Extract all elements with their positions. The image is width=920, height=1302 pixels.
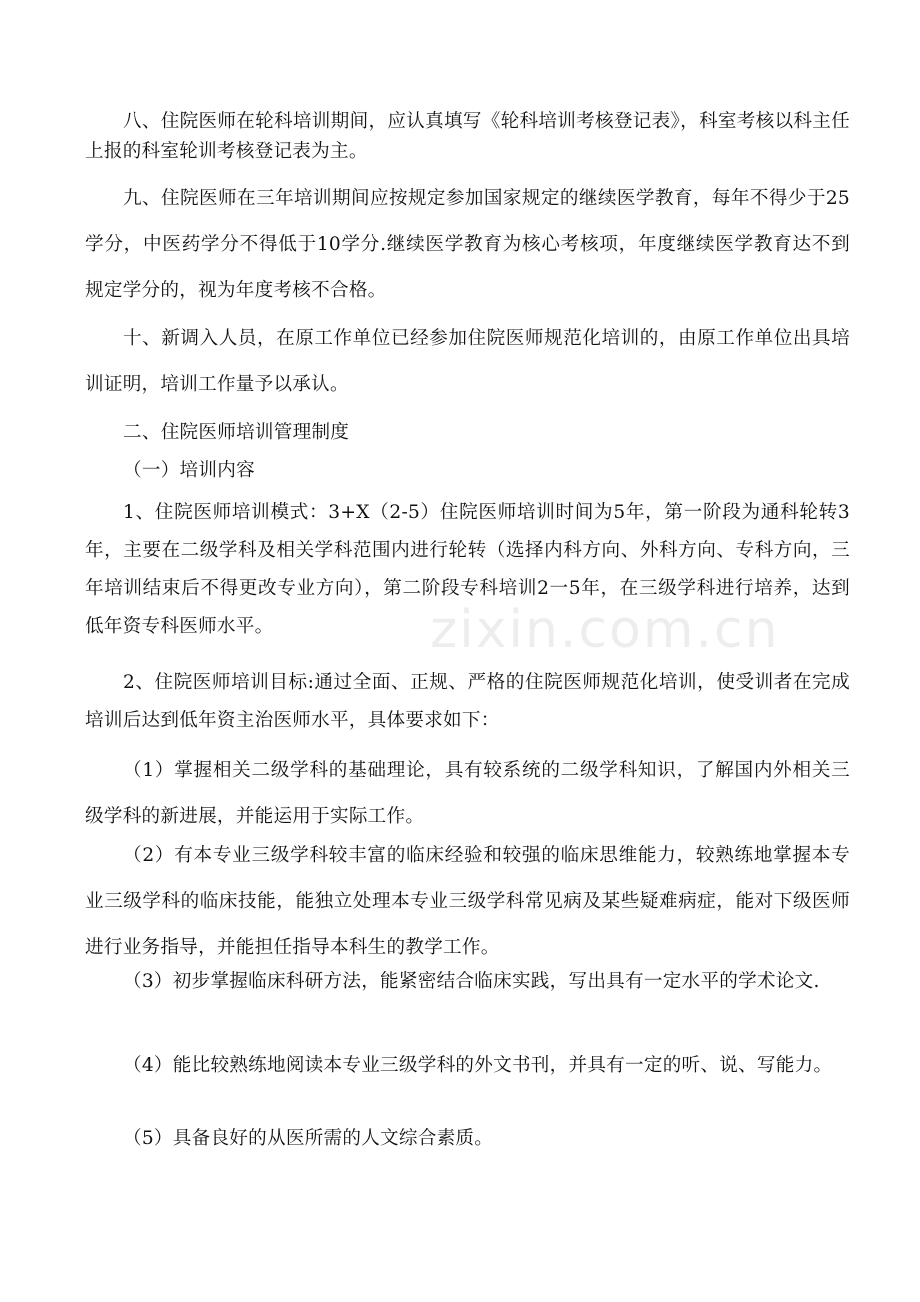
requirement-item-1: （1）掌握相关二级学科的基础理论，具有较系统的二级学科知识，了解国内外相关三级学科的新进展，并能运用于实际工作。 (85, 760, 850, 827)
paragraph-10-transfer-staff: 十、新调入人员，在原工作单位已经参加住院医师规范化培训的，由原工作单位出具培训证明，培训工作量予以承认。 (85, 328, 850, 395)
paragraph-8-logbook: 八、住院医师在轮科培训期间，应认真填写《轮科培训考核登记表》，科室考核以科主任上报的科室轮训考核登记表为主。 (85, 111, 850, 162)
paragraph-training-goal: 2、住院医师培训目标:通过全面、正规、严格的住院医师规范化培训，使受训者在完成培训后达到低年资主治医师水平，具体要求如下： (85, 672, 850, 731)
section-heading-training-management: 二、住院医师培训管理制度 (123, 422, 350, 443)
site-watermark: zixin.com.cn (430, 600, 780, 660)
paragraph-9-continuing-education: 九、住院医师在三年培训期间应按规定参加国家规定的继续医学教育，每年不得少于25学分，中医药学分不得低于10学分.继续医学教育为核心考核项，年度继续医学教育达不到规定学分的，视为年度考核不合格。 (85, 188, 850, 301)
requirement-item-2: （2）有本专业三级学科较丰富的临床经验和较强的临床思维能力，较熟练地掌握本专业三级学科的临床技能，能独立处理本专业三级学科常见病及某些疑难病症，能对下级医师进行业务指导，并能担任指导本科生的教学工作。 (85, 845, 850, 958)
requirement-item-4: （4）能比较熟练地阅读本专业三级学科的外文书刊，并具有一定的听、说、写能力。 (123, 1055, 833, 1076)
paragraph-training-mode: 1、住院医师培训模式：3+X（2-5）住院医师培训时间为5年，第一阶段为通科轮转3年，主要在二级学科及相关学科范围内进行轮转（选择内科方向、外科方向、专科方向，三年培训结束后不得更改专业方向），第二阶段专科培训2一5年，在三级学科进行培养，达到低年资专科医师水平。 (85, 502, 850, 637)
requirement-item-5: （5）具备良好的从医所需的人文综合素质。 (123, 1128, 494, 1149)
requirement-item-3: （3）初步掌握临床科研方法，能紧密结合临床实践，写出具有一定水平的学术论文. (123, 971, 820, 992)
subsection-heading-training-content: （一）培训内容 (123, 460, 255, 481)
